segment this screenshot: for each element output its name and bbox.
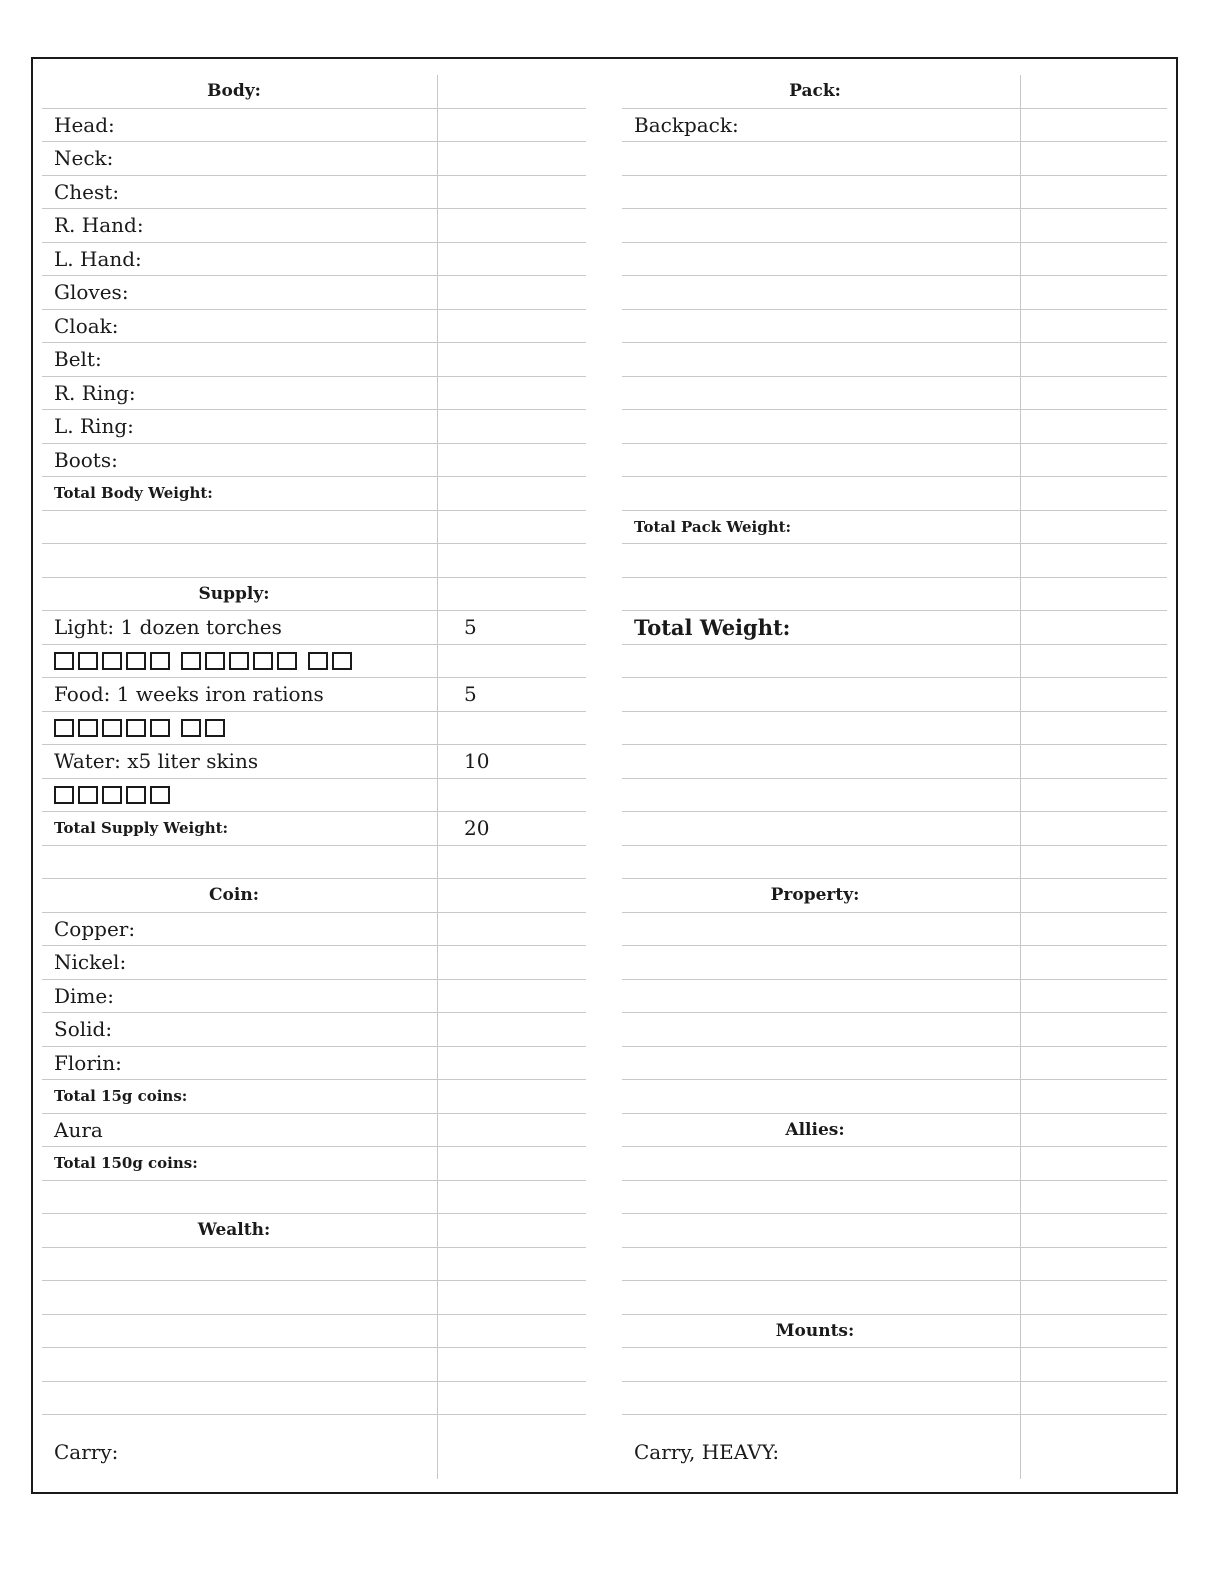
body-slot-row[interactable] [42, 142, 586, 176]
usage-checkbox[interactable] [229, 652, 249, 670]
blank-row[interactable] [42, 846, 586, 880]
total-supply-weight-row[interactable] [42, 812, 586, 846]
blank-row[interactable] [622, 745, 1167, 779]
usage-checkbox[interactable] [78, 652, 98, 670]
allies-header: Allies: [785, 1119, 845, 1140]
usage-checkbox[interactable] [78, 786, 98, 804]
blank-row[interactable] [622, 578, 1167, 612]
usage-checkbox[interactable] [126, 652, 146, 670]
pack-item-row[interactable] [622, 410, 1167, 444]
pack-item-row[interactable] [622, 176, 1167, 210]
pack-item-row[interactable] [622, 477, 1167, 511]
total-150g-coins-label: Total 150g coins: [54, 1154, 198, 1173]
property-row[interactable] [622, 913, 1167, 947]
supply-label: Light: 1 dozen torches [54, 615, 282, 640]
supply-label: Food: 1 weeks iron rations [54, 682, 324, 707]
supply-row[interactable] [42, 745, 586, 779]
pack-item-row[interactable] [622, 310, 1167, 344]
supply-usage-boxes-row[interactable] [42, 712, 586, 746]
usage-checkbox[interactable] [54, 786, 74, 804]
body-slot-row[interactable] [42, 276, 586, 310]
carry-label: Carry: [54, 1440, 119, 1464]
pack-item-row[interactable] [622, 243, 1167, 277]
body-slot-row[interactable] [42, 377, 586, 411]
body-slot-label: Chest: [54, 179, 120, 204]
ally-row[interactable] [622, 1147, 1167, 1181]
pack-header-row [622, 75, 1167, 109]
total-150g-coins-row[interactable] [42, 1147, 586, 1181]
backpack-row[interactable] [622, 109, 1167, 143]
usage-checkbox[interactable] [205, 652, 225, 670]
coin-row[interactable] [42, 946, 586, 980]
supply-header-row [42, 578, 586, 612]
body-header-row [42, 75, 586, 109]
blank-row[interactable] [42, 544, 586, 578]
pack-item-row[interactable] [622, 276, 1167, 310]
usage-checkbox[interactable] [150, 786, 170, 804]
body-slot-label: R. Ring: [54, 380, 136, 405]
carry-heavy-row[interactable] [622, 1415, 1167, 1480]
usage-checkbox[interactable] [150, 652, 170, 670]
body-slot-label: Head: [54, 112, 115, 137]
aura-label: Aura [54, 1117, 103, 1142]
wealth-header: Wealth: [197, 1220, 271, 1241]
usage-checkbox[interactable] [54, 652, 74, 670]
carry-heavy-label: Carry, HEAVY: [634, 1440, 780, 1464]
wealth-row[interactable] [42, 1248, 586, 1282]
blank-row[interactable] [42, 511, 586, 545]
usage-checkbox[interactable] [54, 719, 74, 737]
usage-checkbox[interactable] [150, 719, 170, 737]
body-slot-label: Belt: [54, 347, 102, 372]
ally-row[interactable] [622, 1281, 1167, 1315]
wealth-row[interactable] [42, 1315, 586, 1349]
body-slot-row[interactable] [42, 243, 586, 277]
ally-row[interactable] [622, 1214, 1167, 1248]
supply-weight-value: 5 [464, 615, 477, 640]
carry-row[interactable] [42, 1415, 586, 1480]
total-supply-weight-label: Total Supply Weight: [54, 819, 229, 838]
left-column [42, 75, 586, 1480]
wealth-row[interactable] [42, 1382, 586, 1416]
body-slot-label: Neck: [54, 146, 114, 171]
body-slot-label: Gloves: [54, 280, 129, 305]
backpack-label: Backpack: [634, 112, 739, 137]
usage-checkbox-group [42, 786, 174, 804]
supply-header: Supply: [198, 583, 270, 604]
usage-checkbox[interactable] [181, 719, 201, 737]
wealth-row[interactable] [42, 1281, 586, 1315]
coin-row[interactable] [42, 1047, 586, 1081]
property-row[interactable] [622, 1080, 1167, 1114]
usage-checkbox[interactable] [181, 652, 201, 670]
coin-row[interactable] [42, 1013, 586, 1047]
body-slot-row[interactable] [42, 109, 586, 143]
body-slot-row[interactable] [42, 176, 586, 210]
coin-label: Dime: [54, 983, 114, 1008]
blank-row[interactable] [622, 544, 1167, 578]
supply-row[interactable] [42, 611, 586, 645]
body-slot-row[interactable] [42, 410, 586, 444]
total-body-weight-row[interactable] [42, 477, 586, 511]
total-weight-label: Total Weight: [634, 614, 791, 640]
pack-item-row[interactable] [622, 343, 1167, 377]
coin-header: Coin: [209, 885, 259, 906]
property-row[interactable] [622, 1013, 1167, 1047]
total-pack-weight-label: Total Pack Weight: [634, 517, 792, 536]
pack-item-row[interactable] [622, 209, 1167, 243]
mount-row[interactable] [622, 1382, 1167, 1416]
total-pack-weight-row[interactable] [622, 511, 1167, 545]
supply-usage-boxes-row[interactable] [42, 779, 586, 813]
pack-item-row[interactable] [622, 142, 1167, 176]
usage-checkbox[interactable] [102, 719, 122, 737]
blank-row[interactable] [622, 645, 1167, 679]
mount-row[interactable] [622, 1348, 1167, 1382]
total-body-weight-label: Total Body Weight: [54, 484, 213, 503]
property-row[interactable] [622, 1047, 1167, 1081]
mounts-header-row [622, 1315, 1167, 1349]
supply-usage-boxes-row[interactable] [42, 645, 586, 679]
usage-checkbox[interactable] [126, 786, 146, 804]
pack-header: Pack: [789, 81, 841, 102]
coin-row[interactable] [42, 980, 586, 1014]
allies-header-row [622, 1114, 1167, 1148]
usage-checkbox[interactable] [332, 652, 352, 670]
usage-checkbox[interactable] [277, 652, 297, 670]
blank-row[interactable] [42, 1181, 586, 1215]
body-slot-label: L. Ring: [54, 414, 134, 439]
total-supply-weight-value: 20 [464, 816, 490, 841]
total-weight-row[interactable] [622, 611, 1167, 645]
blank-row[interactable] [622, 812, 1167, 846]
mounts-header: Mounts: [775, 1320, 855, 1341]
blank-row[interactable] [622, 779, 1167, 813]
wealth-header-row [42, 1214, 586, 1248]
right-column [622, 75, 1167, 1480]
ally-row[interactable] [622, 1248, 1167, 1282]
usage-checkbox[interactable] [102, 786, 122, 804]
body-header: Body: [207, 81, 261, 102]
body-slot-label: L. Hand: [54, 246, 142, 271]
coin-label: Nickel: [54, 950, 127, 975]
property-header: Property: [770, 885, 860, 906]
usage-checkbox[interactable] [102, 652, 122, 670]
supply-weight-value: 5 [464, 682, 477, 707]
wealth-row[interactable] [42, 1348, 586, 1382]
usage-checkbox[interactable] [78, 719, 98, 737]
property-header-row [622, 879, 1167, 913]
usage-checkbox[interactable] [205, 719, 225, 737]
property-row[interactable] [622, 980, 1167, 1014]
ally-row[interactable] [622, 1181, 1167, 1215]
usage-checkbox[interactable] [253, 652, 273, 670]
supply-label: Water: x5 liter skins [54, 749, 259, 774]
usage-checkbox-group [42, 652, 356, 670]
pack-item-row[interactable] [622, 377, 1167, 411]
supply-weight-value: 10 [464, 749, 490, 774]
usage-checkbox[interactable] [126, 719, 146, 737]
usage-checkbox-group [42, 719, 229, 737]
blank-row[interactable] [622, 678, 1167, 712]
body-slot-label: R. Hand: [54, 213, 144, 238]
coin-label: Copper: [54, 916, 136, 941]
coin-label: Solid: [54, 1017, 113, 1042]
coin-row[interactable] [42, 913, 586, 947]
coin-label: Florin: [54, 1050, 122, 1075]
total-15g-coins-label: Total 15g coins: [54, 1087, 188, 1106]
body-slot-row[interactable] [42, 310, 586, 344]
blank-row[interactable] [622, 846, 1167, 880]
blank-row[interactable] [622, 712, 1167, 746]
total-15g-coins-row[interactable] [42, 1080, 586, 1114]
body-slot-row[interactable] [42, 444, 586, 478]
property-row[interactable] [622, 946, 1167, 980]
body-slot-row[interactable] [42, 209, 586, 243]
body-slot-label: Boots: [54, 447, 118, 472]
pack-item-row[interactable] [622, 444, 1167, 478]
coin-header-row [42, 879, 586, 913]
body-slot-row[interactable] [42, 343, 586, 377]
usage-checkbox[interactable] [308, 652, 328, 670]
supply-row[interactable] [42, 678, 586, 712]
aura-row[interactable] [42, 1114, 586, 1148]
body-slot-label: Cloak: [54, 313, 119, 338]
